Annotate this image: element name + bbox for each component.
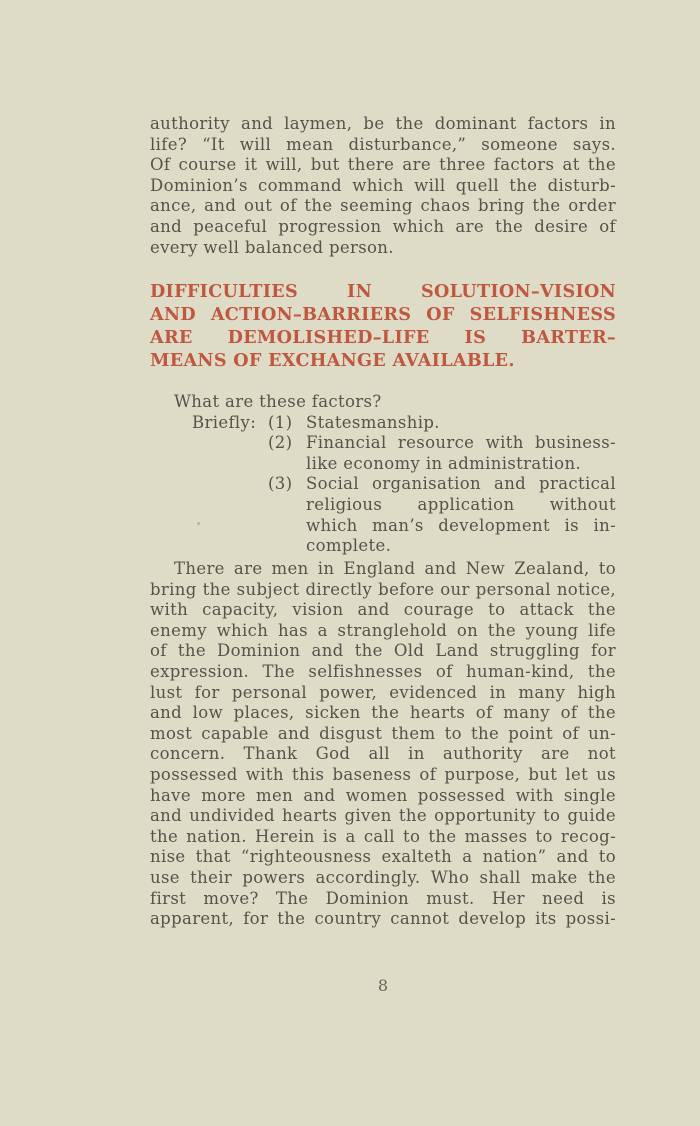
text-line: possessed with this baseness of purpose, but let us [150,764,616,784]
text-line: have more men and women possessed with single [150,785,616,805]
text-line: first move? The Dominion must. Her need is [150,888,616,908]
factor-item-1 [150,413,616,434]
text-line: apparent, for the country cannot develop its possi- [150,909,616,929]
heading-line: AND ACTION–BARRIERS OF SELFISHNESS [150,304,616,325]
text-line: Of course it will, but there are three factors at the [150,155,616,175]
factor-text: complete. [306,536,392,556]
text-line: nise that “righteousness exalteth a nation” and to [150,847,616,867]
text-line: life? “It will mean disturbance,” someone says. [150,134,616,154]
factor-number: (1) [268,412,293,432]
text-line: every well balanced person. [150,237,394,257]
factor-text: Financial resource with business- [306,433,616,453]
paragraph-main [150,559,616,930]
factor-text: which man’s development is in- [306,515,616,535]
factors-question: What are these factors? [174,392,382,411]
text-line: Dominion’s command which will quell the disturb- [150,175,616,195]
text-line: the nation. Herein is a call to the masses to recog- [150,826,616,846]
text-line: concern. Thank God all in authority are not [150,744,616,764]
section-heading [150,280,616,372]
text-line: bring the subject directly before our personal notice, [150,579,616,599]
factor-item-3 [150,474,616,556]
text-line: and low places, sicken the hearts of many of the [150,703,616,723]
page-number: 8 [377,976,389,995]
factor-number: (2) [268,433,293,453]
text-line: of the Dominion and the Old Land struggling for [150,641,616,661]
paragraph-top [150,114,616,258]
text-line: expression. The selfishnesses of human-kind, the [150,661,616,681]
heading-line: MEANS OF EXCHANGE AVAILABLE. [150,350,515,371]
text-line: with capacity, vision and courage to attack the [150,600,616,620]
text-line: lust for personal power, evidenced in many high [150,682,616,702]
text-line: There are men in England and New Zealand, to [174,559,616,578]
factor-text: Statesmanship. [306,412,440,432]
factor-number: (3) [268,474,293,494]
factor-text: like economy in administration. [306,453,582,473]
text-line: use their powers accordingly. Who shall make the [150,867,616,887]
briefly-label: Briefly: [192,412,257,432]
heading-line: ARE DEMOLISHED–LIFE IS BARTER– [150,327,616,348]
factors-list [150,392,616,557]
factor-item-2 [150,433,616,474]
text-line: authority and laymen, be the dominant factors in [150,114,616,133]
text-line: enemy which has a stranglehold on the young life [150,620,616,640]
factor-text: Social organisation and practical [306,474,616,494]
text-line: most capable and disgust them to the point of un- [150,723,616,743]
text-line: and peaceful progression which are the desire of [150,216,616,236]
heading-line: DIFFICULTIES IN SOLUTION–VISION [150,281,616,302]
paper-speck [197,522,200,525]
text-line: ance, and out of the seeming chaos bring the order [150,196,616,216]
text-line: and undivided hearts given the opportunity to guide [150,806,616,826]
factor-text: religious application without [306,494,616,514]
